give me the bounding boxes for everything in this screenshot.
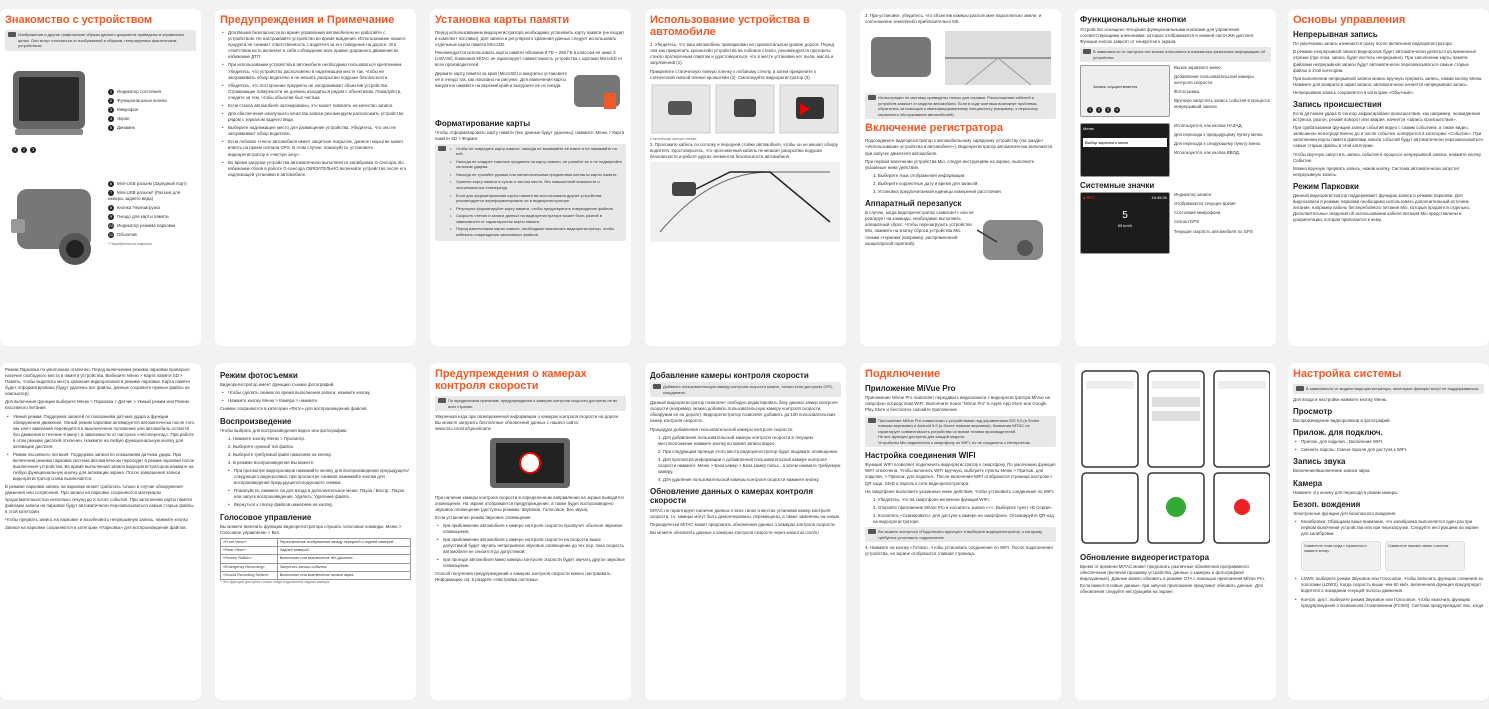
page-car-install: Использование устройства в автомобиле 1. Убедитесь, что ваш автомобиль припаркован на горизонтальном уровне дороги. Перед тем как прикрепить кронштейн устройства на лобовое стекло, рекомендуется протереть стекло протирочным спиртом и удостовериться, что в месте установки нет пыли, масла и загрязнений (1). Прикрепите статическую липкую пленку к лобовому стеклу, а затем прикрепите к статической липкой пленке кронштейн (2). Смонтируйте видеорегистратор (3). Статическая липкая пленка 2. Проложите кабель по потолку и передней стойке автомобиля, чтобы он не мешал обзору водителя. Удостоверьтесь, что проложенный кабель не мешает раскрытию подушек безопасности и работе других элементов безопасности автомобиля. — [645, 9, 846, 346]
voice-command-table — [220, 538, 411, 580]
calibration-screens: Совместите точки схода с горизонтом и нажмите кнопку. Совместите нижнюю линию с капотом — [1301, 539, 1484, 573]
section-title: Режим Парковки — [1293, 181, 1359, 191]
rec-indicator: ● REC — [1083, 195, 1095, 201]
section-title: Безоп. вождения — [1293, 499, 1361, 509]
note-box: Иллюстрации по монтажу приведены только для справки. Расположение кабелей и устройств зависит от модели автомобиля. Если в ходе монтажа возникнут проблемы, обратитесь за помощью к квалифицированному специалисту (например, к персоналу сервисного обслуживания автомобилей). — [865, 93, 1056, 119]
section-title: Голосовое управление — [220, 512, 312, 522]
section-title: Просмотр — [1293, 406, 1333, 416]
page-add-speedcam: Добавление камеры контроля скорости Добавить пользовательскую камеру контроля скорости можно, только если доступны GPS-координаты. Данный видеорегистратор позволяет свободно редактировать базу данных камер контроля скорости (например, можно добавить пользовательскую камеру контроля скорости, обнаружив ее на дороге). Видеорегистратор позволяет добавить до 100 пользовательских камер контроля скорости. Процедура добавления пользовательской камеры контроля скорости: 1. Для добавления пользовательской камеры контроля скорости в текущем местоположении нажмите кнопку во время записи видео. 2. При следующем проезде этого места видеорегистратор будет выдавать оповещение. 3. Для просмотра информации о добавленной пользовательской камере контроля скорости нажмите: Меню > База камер > База камер польз., а затем нажмите требуемую камеру. 4. Для удаления пользовательской камеры контроля скорости нажмите кнопку. Обновление данных о камерах контроля скорости MiTAC не гарантирует наличие данных о всех типах и местах установки камер контроля скорости, т.к. камеры могут быть демонтированы, перемещены, а также заменены на новые. Периодически MiTAC может предлагать обновления данных о камерах контроля скорости. Вы можете обновлять данные о камерах контроля скорости через www.mio.com/ru — [645, 363, 846, 700]
list-item: • Выберите надлежащее место для размещения устройства. Убедитесь, что оно не загораживает обзор водителю. — [228, 125, 411, 137]
footnote: * Приобретается отдельно — [108, 241, 153, 246]
list-item: • Если лобовое стекло автомобиля имеет защитное покрытие, данное покрытие может влиять на прием сигнала GPS. В этом случае, пожалуйста, установите видеорегистратор в «чистую зону». — [228, 139, 411, 157]
page-warnings — [215, 9, 416, 346]
page-title: Предупреждения и Примечание — [220, 14, 395, 26]
note-icon — [1296, 386, 1304, 391]
page-title: Основы управления — [1293, 14, 1406, 26]
page-parking: Режим Парковка по умолчанию отключен. Перед включением режима парковки проверьте наличие свободного места в памяти устройства. Выберите Меню > Карта памяти SD > Память, чтобы выделить место хранения видеороликов в режиме парковки. Карта памяти будет отформатирована (будут удалены все файлы, данные сохраните нужные файлы на компьютер). Для включения функции выберите Меню > Парковка > Датчик > Умный режим или Режим пассивного питания. • Умный режим: Поддержка записей по показаниям датчика удара и функции обнаружения движения. Умный режим парковки активируется автоматически после того, как ключ зажигания переведется в выключенное положение или автомобиль остается без движения в течение 5 минут, в зависимости от настроек «Автопереход». При работе в этом режиме дисплей отключен. Нажмите на любую функциональную кнопку для активации дисплея. • Режим пассивного питания: Поддержка записи по показаниям датчика удара. При включении режима парковки система автоматически переходит в режим парковки после выключения устройства. Во время выполнения записи видеорегистратором нажмите на любую функциональную кнопку для активации экрана. После завершения записи видеорегистратор снова выключается. В режиме парковки запись на парковке может сработать только в случае обнаружения движения или сотрясения. При записи на парковке сохраняются материалы продолжительностью несколько секунд до и после события. При заполнении карты памяти файлами записи на парковке будут автоматически перезаписываться самые старые файлы в этой категории. Чтобы прервать запись на парковке и возобновить непрерывную запись, нажмите кнопку. Записи на парковке сохраняются в категории «Парковка» для воспроизведения файлов. — [0, 363, 201, 700]
screen-recording-mock: Запись осуществляется 1 2 3 4 — [1080, 65, 1170, 117]
section-title: Запись происшествия — [1293, 99, 1382, 109]
card-insert-illustration — [570, 71, 626, 115]
section-title: Режим фотосъемки — [220, 371, 298, 380]
section-title: Запись звука — [1293, 457, 1346, 467]
page-title: Знакомство с устройством — [5, 14, 153, 26]
note-icon — [438, 398, 446, 403]
note-icon — [868, 418, 876, 423]
note-box: Добавить пользовательскую камеру контроля скорости можно, только если доступны GPS-координаты. — [650, 382, 841, 397]
legend-top: 1 Индикатор состояния 2 Функциональные кнопки 3 Микрофон 4 Экран 5 Динамик — [109, 89, 167, 131]
table-row: «Sound Recording Switch» Включение или выключение записи звука. — [221, 571, 411, 579]
section-title: Воспроизведение — [220, 416, 292, 426]
reset-illustration — [977, 210, 1053, 270]
page-basics: Основы управления Непрерывная запись По умолчанию запись начинается сразу после включения видеорегистратора. В режиме непрерывной записи видеоролик будет автоматически делиться на временные отрезки (при этом, запись будет вестись непрерывно). При заполнении карты памяти файлами непрерывной записи будут автоматически перезаписываться самые старые файлы в этой категории. При выполнении непрерывной записи можно вручную прервать запись, нажав кнопку Меню. Нажмите для возврата в экран записи; автоматически начнется непрерывная запись. Непрерывная запись сохраняется в категории «Обычный». Запись происшествия Если датчиком удара G-сенсор зафиксировано происшествие, как например, неожиданная встряска, разгон, резкий поворот или авария, начнется «запись происшествия». При срабатывании функции записи событий видео с самим событием, а также видео, записанное непосредственно до и после события, копируются в категорию «Событие». При заполнении карты памяти файлами записи событий будут автоматически перезаписываться самые старые файлы в этой категории. Чтобы вручную запустить запись события в процессе непрерывной записи, нажмите кнопку Событие. Можно вручную прервать запись, нажав кнопку. Система автоматически запустит непрерывную запись. Режим Парковки Данный видеорегистратор поддерживает функцию записи в режиме парковки. Для видеозаписи в режиме парковки необходимо использовать дополнительный источник питания, например кабель бесперебойного питания Mio, который продается отдельно. Дополнительные сведения об использовании кабеля питания Mio представлены в документации, которая прилагается к нему. — [1288, 9, 1489, 346]
page-function-buttons: Функциональные кнопки Устройство оснащено четырьмя функциональными кнопками для управления соответствующими значениями, которые отображаются в нижней части ЖК-дисплея. Функции кнопок зависят от конкретного экрана. В зависимости от настроек эти значки отличаются в показанных различных информацию об устройстве. Запись осуществляется 1 2 3 4 Вызов экранного меню. Добавление пользовательской камеры контроля скорости. Фотосъемка. Вручную запустить запись события в процессе непрерывной записи. Меню Выбор экранного меню Используется, как кнопка НАЗАД. Для перехода к предыдущему пункту меню. Для перехода к следующему пункту меню. Используется, как кнопка ВВОД. Системные значки ● REC 16:45:30 5 65 km/h Индикатор записи Отображается текущее время Состояние микрофона Сигнал GPS Текущая скорость автомобиля по GPS — [1075, 9, 1276, 346]
note-box: Изображения и другие графические образы данного документа приведены в справочных целях. Они могут отличаться от изображений и образов, генерируемых фактическим устройством. — [5, 30, 196, 51]
list-item: • При использовании устройства в автомобиле необходимо пользоваться креплением. Убедитесь, что устройство расположено в надлежащем месте так, чтобы не загораживать обзор водителю и не мешать раскрытию подушек безопасности. — [228, 62, 411, 80]
section-title: Обновление видеорегистратора — [1080, 553, 1210, 563]
note-box: В зависимости от настроек эти значки отличаются в показанных различных информацию об устройстве. — [1080, 47, 1271, 62]
note-box: • Чтобы не повредить карту памяти, никогда не вынимайте её извне и не нажимайте на неё. • Никогда не кладите тяжелые предметы на карту памяти, не роняйте ее и не подвергайте сильным ударам. • Никогда не трогайте руками или металлическими предметами контакты карты памяти. • Храните карту памяти в сухом и чистом месте, без повышенной влажности и экстремальных температур. • Если для форматирования карты памяти вы использовали другие устройства, рекомендуется переформатировать ее в видеорегистраторе. • Регулярно форматируйте карту памяти, чтобы предотвратить повреждение файлов. • Скорость чтения и записи данных на видеорегистраторе может быть разной в зависимости от характеристик карты памяти. • Перед извлечением карты памяти, необходимо выключить видеорегистратор, чтобы избежать повреждения записанных файлов. — [435, 144, 626, 241]
note-box: В зависимости от модели видеорегистратора, некоторые функции могут не поддерживаться. — [1293, 384, 1484, 394]
page-title: Функциональные кнопки — [1080, 14, 1187, 24]
note-box: Приложение MiVue Pro совместимо с устройствами под управлением iOS 9.0 (и более новыми версиями) и Android 5.0 (и более новыми версиями). Компания MiTAC не гарантирует совместимость устройства со всеми типами производителей. Не все функции доступны для каждой модели. Устройство Mio подключено к смартфону по WIFI, но не соединено с Интернетом. — [865, 416, 1056, 448]
cable-routing-illustration — [650, 162, 840, 242]
list-item: • Для Вашей безопасности во время управления автомобилем не работайте с устройством. Не настраивайте устройство во время вождения. Использование нашего продукта не снимает ответственность с водителя за его поведение на дороге. Эта ответственность включает в себя соблюдение всех правил дорожного движения во избежание ДТП. — [228, 30, 411, 60]
legend-bottom: 6 Mini-USB разъем (Зарядный порт) 7 Mini-USB разъем* (Разъем для камеры заднего вида) 8 Кнопка Перезагрузка 9 Гнездо для карты памяти 10 Индикатор режима парковки 11 Объектив * Приобретается отдельно — [108, 181, 196, 250]
section-title: Добавление камеры контроля скорости — [650, 371, 809, 380]
page-speedcam-alerts: Предупреждения о камерах контроля скорости По юридическим причинам, предупреждения о камерах контроля скорости доступны не во всех странах. Уверенная езда при своевременной информации о камерах контроля скорости на дороге. Вы можете загрузить бесплатные обновления данных с нашего сайта: www.mio.com/ru/speedcams При наличии камеры контроля скорости в определенном направлении на экране выводится оповещение. На экране отображается предупреждение, а также будет воспроизведено звуковое оповещение (доступны режимы: Звуковое, Голосовое, Без звука). Если установлен режим Звуковое оповещение: • при приближении автомобиля к камере контроля скорости прозвучит обычное звуковое оповещение; • при приближении автомобиля к камере контроля скорости на скорости выше допустимой будет звучать непрерывное звуковое оповещение до тех пор, пока скорость автомобиля не снизится до допустимой; • при проезде автомобиля мимо камеры контроля скорости будет звучать другое звуковое оповещение. Способ получения предупреждений о камерах контроля скорости можно настраивать. Информацию см. в разделе «Настройка системы». — [430, 363, 631, 700]
note-box: По юридическим причинам, предупреждения о камерах контроля скорости доступны не во всех странах. — [435, 396, 626, 411]
page-title: Использование устройства в автомобиле — [650, 14, 810, 39]
speedcam-screen-illustration — [435, 434, 625, 492]
section-title: Форматирование карты — [435, 118, 531, 128]
table-row: «Rear View»* Задней камерой. — [221, 547, 411, 555]
table-row: «Screen Switch» Включение или выключение ЖК-дисплея. — [221, 555, 411, 563]
note-icon — [438, 146, 446, 151]
section-title: Настройка соединения WIFI — [865, 451, 976, 461]
list-item: • Во время загрузки устройства автоматически выполняется калибровка G-сенсора. Во избежание сбоев в работе G-сенсора ОБЯЗАТЕЛЬНО включайте устройство после его надлежащей установки в автомобиле. — [228, 160, 411, 178]
note-icon — [653, 384, 661, 389]
section-title: Обновление данных о камерах контроля скорости — [650, 487, 814, 506]
page-connection: Подключение Приложение MiVue Pro Приложение MiVue Pro позволяет передавать видеозаписи с видеорегистратора MiVue на смартфон посредством WIFI. Выполните поиск "MiVue Pro" в Apple App Store или Google Play Store и бесплатно скачайте приложение. Приложение MiVue Pro совместимо с устройствами под управлением iOS 9.0 (и более новыми версиями) и Android 5.0 (и более новыми версиями). Компания MiTAC не гарантирует совместимость устройства со всеми типами производителей. Не все функции доступны для каждой модели. Устройство Mio подключено к смартфону по WIFI, но не соединено с Интернетом. Настройка соединения WIFI Функция WIFI позволяет подключить видеорегистратор к смартфону. По умолчанию функция WIFI отключена. Чтобы включить WIFI вручную, выберите пункты Меню > Прилож. для подключ. > Прилож. для подключ.. После включения WIFI отобразится страница настроек с QR кода. SSID и пароль к сети видеорегистратора. На смартфоне выполните указанные ниже действия, чтобы установить соединение по WIFI. 1. Убедитесь, что на смартфоне включена функция WIFI. 2. Откройте приложение MiVue Pro и коснитесь значка «+». Выберите пункт «В Серии». 3. Коснитесь «Сканировать» для доступа к камере на смартфоне. Отсканируйте QR-код на видеорегистраторе. Вы можете коснуться «Подключить вручную» и выберите видеорегистратор, к которому требуется установить подключение. 4. Нажмите на кнопку «Готово», чтобы установить соединение по WIFI. После подключения устройства, на экране отобразится главная страница. — [860, 363, 1061, 700]
list-item: • Если стекла автомобиля затонированы, это может повлиять на качество записи. — [228, 103, 411, 109]
table-row: «Emergency Recording» Запустить запись события. — [221, 563, 411, 571]
section-title: Приложение MiVue Pro — [865, 384, 956, 394]
table-row: «Front View»* Переключение изображения между передней и задней камерой. — [221, 538, 411, 546]
screen-menu-mock: Меню Выбор экранного меню — [1080, 123, 1170, 177]
note-icon — [868, 95, 876, 100]
front-callout-row: 4 2 3 — [13, 147, 35, 152]
app-screens-illustration — [1080, 367, 1270, 547]
device-back-illustration — [5, 179, 105, 279]
page-memory-card: Установка карты памяти Перед использованием видеорегистратора необходимо установить карту памяти (не входит в комплект поставки). Для записи и регулярного хранения данных следует использовать отдельные карты памяти MicroSD. Рекомендуется использовать карты памяти объемом 8 ГБ ~ 256 ГБ и классом не ниже 3 (U3/V30). Компания MiTAC не гарантирует совместимость устройства с картами MicroSD от всех производителей. Держите карту памяти за края (MicroSD) и аккуратно установите её в гнездо так, как показано на рисунке. Для извлечения карты аккуратно нажмите на верхний край и выгрузите её из гнезда. Форматирование карты Чтобы отформатировать карту памяти (все данные будут удалены), нажмите: Меню > Карта памяти SD > Формат. • Чтобы не повредить карту памяти, никогда не вынимайте её извне и не нажимайте на неё. • Никогда не кладите тяжелые предметы на карту памяти, не роняйте ее и не подвергайте сильным ударам. • Никогда не трогайте руками или металлическими предметами контакты карты памяти. • Храните карту памяти в сухом и чистом месте, без повышенной влажности и экстремальных температур. • Если для форматирования карты памяти вы использовали другие устройства, рекомендуется переформатировать ее в видеорегистраторе. • Регулярно форматируйте карту памяти, чтобы предотвратить повреждение файлов. • Скорость чтения и записи данных на видеорегистраторе может быть разной в зависимости от характеристик карты памяти. • Перед извлечением карты памяти, необходимо выключить видеорегистратор, чтобы избежать повреждения записанных файлов. — [430, 9, 631, 346]
mount-steps-illustration — [650, 83, 840, 135]
page-title: Подключение — [865, 368, 941, 380]
screen-status-mock: ● REC 16:45:30 5 65 km/h — [1080, 192, 1170, 254]
section-title: Камера — [1293, 478, 1323, 488]
section-title: Непрерывная запись — [1293, 30, 1378, 40]
section-title: Прилож. для подключ. — [1293, 427, 1383, 437]
page-title: Установка карты памяти — [435, 14, 570, 26]
warning-list — [220, 30, 411, 178]
section-title: Аппаратный перезапуск — [865, 199, 962, 209]
list-item: • Для обеспечения наилучшего качества записи рекомендуем расположить устройство рядом с зеркалом заднего вида. — [228, 111, 411, 123]
page-system-settings: Настройка системы В зависимости от модели видеорегистратора, некоторые функции могут не поддерживаться. Для входа в настройки нажмите кнопку Меню. Просмотр Воспроизведение видеороликов и фотографий. Прилож. для подключ. • Прилож. для подключ.: Включение WIFI. • Сменить пароль: Смена пароля для доступа к WIFI. Запись звука Включение/выключение записи звука. Камера Нажмите эту кнопку для перехода в режим камеры. Безоп. вождения Электронные функции для безопасного вождения. • Калибровка: Обращаем ваше внимание, что калибровка выполняется один раз при первом включении устройства или при перезагрузке. Следуйте инструкциям на экране для калибровки. Совместите точки схода с горизонтом и нажмите кнопку. Совместите нижнюю линию с капотом • LDWS: выберите режим Звуковое или Голосовое, чтобы включить функцию слежения за полосами (LDWS). Когда скорость выше чем 60 км/ч, включенная функция предупредит водителя о покидании текущей полосы движения. • Контрл. дист.: выберите режим Звуковое или Голосовое, чтобы включить функцию предупреждения о возможном столкновении (FCWS). Система предупреждает вас, когда — [1288, 363, 1489, 700]
page-title: Предупреждения о камерах контроля скорости — [435, 368, 587, 393]
section-title: Системные значки — [1080, 181, 1155, 191]
device-front-illustration — [5, 63, 105, 143]
page-photo-playback: Режим фотосъемки Видеорегистратор имеет функцию съемки фотографий. • Чтобы сделать снимок во время выполнения записи, нажмите кнопку. • Нажмите кнопку Меню > Камера > нажмите. Снимки сохраняются в категории «Фото» для воспроизведения файлов. Воспроизведение Чтобы выбрать для воспроизведения видео или фотографию: 1. Нажмите кнопку Меню > Просмотр. 2. Выберите нужный тип файла. 3. Выберите требуемый файл нажатием на кнопку. 4. В режиме воспроизведения Вы можете: • При просмотре видеороликов нажимайте кнопку для воспроизведения предыдущего/следующего видеоролика; при просмотре снимков нажимайте кнопки для воспроизведения предыдущего/следующего снимка. • Пожалуйста, нажмите на для входа в дополнительное меню: Пауза / Воспр.: Пауза или запуск воспроизведения. Удалить: Удаление файла. • Вернуться к списку файлов нажатием на кнопку. Голосовое управление Вы можете включить функцию видеорегистратора слушать голосовые команды: Меню > Голосовое управление > Вкл. «Front View»* Переключение изображения между передней и задней камерой. «Rear View»* Задней камерой. «Screen Switch» Включение или выключение ЖК-дисплея. «Emergency Recording» Запустить запись события. «Sound Recording Switch» Включение или выключение записи звука. * Эта функция доступна только когда подключена задняя камера. — [215, 363, 416, 700]
note-icon — [8, 32, 16, 37]
page-device-overview — [0, 9, 201, 346]
note-icon — [868, 529, 876, 534]
page-title: Настройка системы — [1293, 368, 1402, 380]
list-item: • Убедитесь, что посторонние предметы не загораживают объектив устройства. Отражающие поверхности не должны находиться рядом с объективом. Пожалуйста, следите за тем, чтобы объектив был чистым. — [228, 83, 411, 101]
note-icon — [1083, 49, 1091, 54]
note-box: Вы можете коснуться «Подключить вручную» и выберите видеорегистратор, к которому требуется установить подключение. — [865, 527, 1056, 542]
lens-angle-illustration — [865, 27, 1055, 89]
page-power-on: 3. При установке, убедитесь, что объектив камеры расположен параллельно земле, и соотношение земля/небо приблизительно 5/5. Иллюстрации по монтажу приведены только для справки. Расположение кабелей и устройств зависит от модели автомобиля. Если в ходе монтажа возникнут проблемы, обратитесь за помощью к квалифицированному специалисту (например, к персоналу сервисного обслуживания автомобилей). Включение регистратора Подсоедините видеорегистратор к автомобильному зарядному устройству (см. раздел «Использование устройства в автомобиле»). Видеорегистратор автоматически включается при запуске двигателя автомобиля. При первом включении устройства Mio, следуя инструкциям на экране, выполните указанные ниже действия. 1. Выберите язык отображения информации. 2. Выберите корректные дату и время для записей. 3. Установка предпочитаемой единицы измерения расстояния. Аппаратный перезапуск В случае, когда видеорегистратор «зависает» или не реагирует на команды, необходимо выполнить аппаратный сброс. Чтобы перезагрузить устройство Mio, нажмите на кнопку сброса устройства Mio тонким стержнем (например, распрямленной канцелярской скрепкой). — [860, 9, 1061, 346]
page-title: Включение регистратора — [865, 122, 1003, 135]
page-update: Обновление видеорегистратора Время от времени MITAC может предлагать различные обновления программного обеспечения (включая прошивку устройства, данные о камерах и фотографиях/видеоданные). Данные можно обновить в режиме OTA с помощью приложения MiVue Pro. Если имеются новые данные, при запуске приложение предложит обновить данные. Для обновления следуйте инструкциям на экране. — [1075, 363, 1276, 700]
